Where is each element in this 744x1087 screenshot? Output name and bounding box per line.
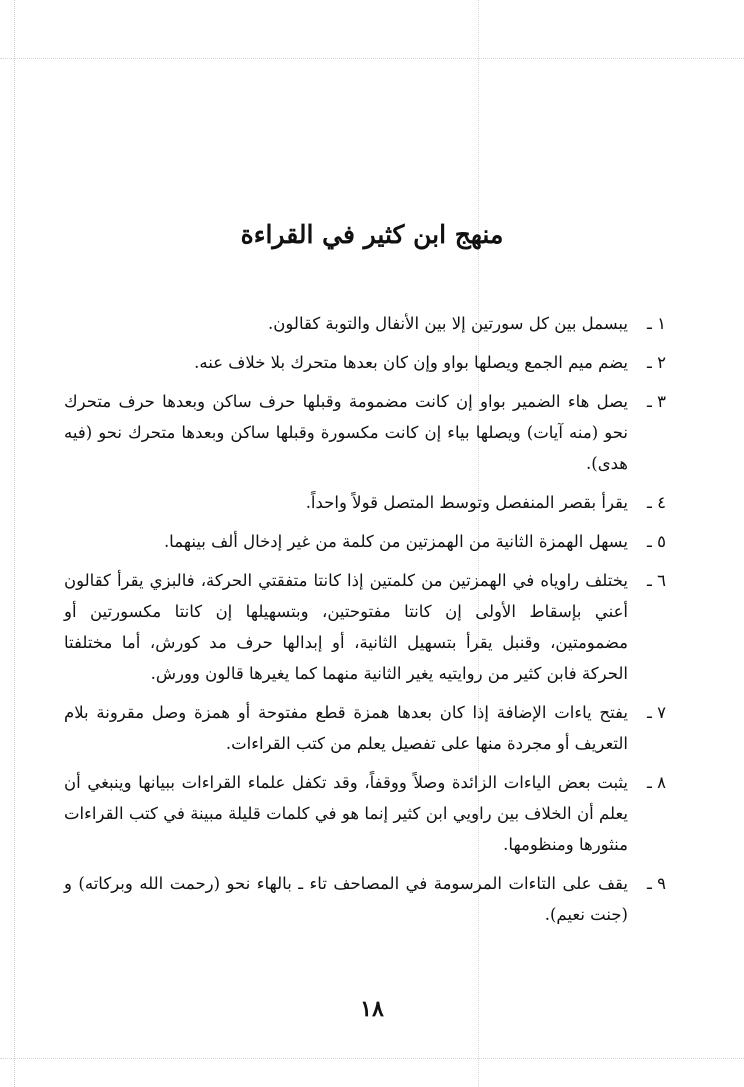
list-item: [64, 697, 666, 759]
item-text: يبسمل بين كل سورتين إلا بين الأنفال والتوبة كقالون.: [268, 314, 628, 333]
item-text: يسهل الهمزة الثانية من الهمزتين من كلمة من غير إدخال ألف بينهما.: [163, 532, 628, 551]
item-number: ٢ ـ: [647, 353, 666, 372]
list-item: [64, 767, 666, 860]
page-number: ١٨: [360, 996, 384, 1022]
rules-list: [64, 308, 666, 938]
item-number: ٣ ـ: [647, 392, 666, 411]
item-number: ٥ ـ: [647, 532, 666, 551]
item-text: يختلف راوياه في الهمزتين من كلمتين إذا كانتا متفقتي الحركة، فالبزي يقرأ كقالون أعني بإسقاط الأولى إن كانتا مفتوحتين، وبتسهيلها إن كانتا مكسورتين أو مضمومتين، وقنبل يقرأ بتسهيل الثانية، أو إبدالها حرف مد كورش، أما مختلفتا الحركة فابن كثير من روايتيه يغير الثانية منهما كما يغيرها قالون وورش.: [64, 571, 628, 683]
list-item: [64, 347, 666, 378]
list-item: [64, 386, 666, 479]
item-number: ٤ ـ: [647, 493, 666, 512]
scan-guide-line-bottom: [0, 1058, 744, 1059]
item-text: يقف على التاءات المرسومة في المصاحف تاء ـ بالهاء نحو (رحمت الله وبركاته) و (جنت نعيم).: [64, 874, 628, 924]
item-number: ٩ ـ: [647, 874, 666, 893]
item-text: يفتح ياءات الإضافة إذا كان بعدها همزة قطع مفتوحة أو همزة وصل مقرونة بلام التعريف أو مجردة منها على تفصيل يعلم من كتب القراءات.: [64, 703, 628, 753]
item-number: ٧ ـ: [647, 703, 666, 722]
item-text: يضم ميم الجمع ويصلها بواو وإن كان بعدها متحرك بلا خلاف عنه.: [194, 353, 628, 372]
item-number: ٨ ـ: [647, 773, 666, 792]
list-item: [64, 308, 666, 339]
item-text: يقرأ بقصر المنفصل وتوسط المتصل قولاً واحداً.: [305, 493, 628, 512]
list-item: [64, 868, 666, 930]
page-title: منهج ابن كثير في القراءة: [240, 220, 504, 249]
item-number: ٦ ـ: [647, 571, 666, 590]
list-item: [64, 565, 666, 689]
list-item: [64, 487, 666, 518]
item-number: ١ ـ: [647, 314, 666, 333]
item-text: يصل هاء الضمير بواو إن كانت مضمومة وقبلها حرف ساكن وبعدها حرف متحرك نحو (منه آيات) ويصلها بياء إن كانت مكسورة وقبلها ساكن وبعدها متحرك نحو (فيه هدى).: [64, 392, 628, 473]
scan-guide-line-top: [0, 58, 744, 59]
item-text: يثبت بعض الياءات الزائدة وصلاً ووقفاً، وقد تكفل علماء القراءات ببيانها وينبغي أن يعلم أن الخلاف بين راويي ابن كثير إنما هو في كلمات قليلة مبينة في كتب القراءات منثورها ومنظومها.: [64, 773, 628, 854]
list-item: [64, 526, 666, 557]
scan-guide-line-left: [14, 0, 15, 1087]
